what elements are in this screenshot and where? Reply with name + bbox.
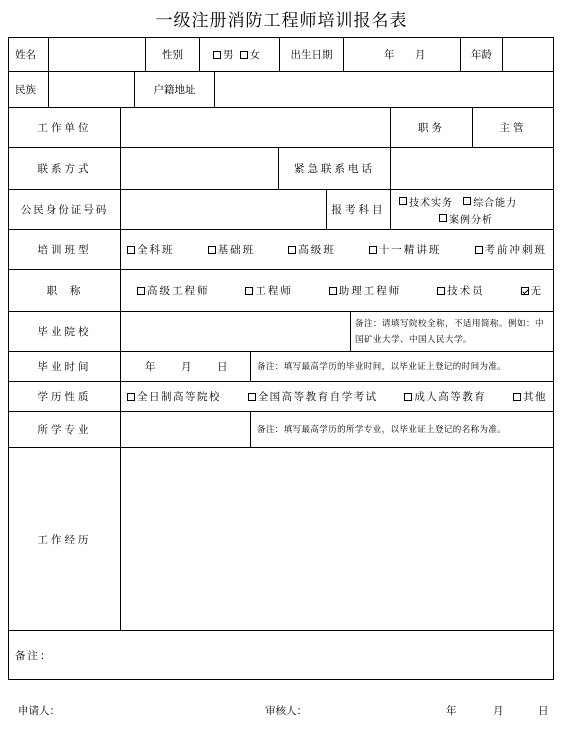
subject-option-case[interactable]: 案例分析 (439, 211, 493, 226)
id-number-label: 公民身份证号码 (9, 190, 121, 229)
exam-subject-label: 报考科目 (327, 190, 391, 229)
class-type-options (121, 230, 553, 269)
work-unit-field[interactable] (121, 108, 391, 147)
gender-options (200, 38, 280, 71)
school-field[interactable] (121, 312, 351, 351)
row-id-exam (9, 190, 553, 230)
subject-option-comprehensive[interactable]: 综合能力 (463, 194, 517, 209)
applicant-label: 申请人： (18, 705, 60, 717)
professional-title-label: 职 称 (9, 270, 121, 311)
checkbox-icon[interactable] (213, 51, 221, 59)
education-type-label: 学历性质 (9, 382, 121, 411)
class-option[interactable]: 十一精讲班 (369, 242, 442, 257)
class-option[interactable]: 高级班 (288, 242, 336, 257)
row-work-experience (9, 448, 553, 631)
checkbox-icon[interactable] (513, 393, 521, 401)
birth-date-field[interactable] (344, 38, 461, 71)
major-field[interactable] (121, 412, 251, 447)
checkbox-icon[interactable] (404, 393, 412, 401)
footer-day: 日 (538, 705, 549, 717)
checkbox-icon[interactable] (463, 197, 471, 205)
title-option[interactable]: 高级工程师 (137, 283, 210, 298)
row-contact (9, 148, 553, 190)
row-ethnicity (9, 72, 553, 108)
gender-male-option[interactable]: 男 (213, 47, 234, 62)
reviewer-label: 审核人： (265, 705, 307, 717)
professional-title-options (121, 270, 553, 311)
subject-option-practice[interactable]: 技术实务 (399, 194, 453, 209)
education-option[interactable]: 其他 (513, 389, 547, 404)
school-label: 毕业院校 (9, 312, 121, 351)
year-unit: 年 (384, 49, 395, 61)
checkbox-icon[interactable] (439, 214, 447, 222)
row-class-type (9, 230, 553, 270)
checkbox-icon[interactable] (369, 246, 377, 254)
gender-female-option[interactable]: 女 (240, 47, 261, 62)
row-work-unit (9, 108, 553, 148)
name-label: 姓名 (9, 38, 49, 71)
footer-month: 月 (493, 705, 504, 717)
work-experience-label: 工作经历 (9, 448, 121, 630)
graduation-time-note: 备注：填写最高学历的毕业时间，以毕业证上登记的时间为准。 (257, 361, 507, 372)
checkbox-icon[interactable] (329, 287, 337, 295)
row-major (9, 412, 553, 448)
registration-form (8, 37, 554, 680)
graduation-time-label: 毕业时间 (9, 352, 121, 381)
exam-subject-options (391, 190, 553, 229)
row-remarks (9, 631, 553, 679)
title-option[interactable]: 技术员 (437, 283, 485, 298)
emergency-phone-label: 紧急联系电话 (279, 148, 391, 189)
checkbox-icon[interactable] (127, 393, 135, 401)
education-type-options (121, 382, 553, 411)
form-title: 一级注册消防工程师培训报名表 (155, 11, 408, 31)
title-option[interactable]: 助理工程师 (329, 283, 402, 298)
checkbox-icon[interactable] (399, 197, 407, 205)
row-education-type (9, 382, 553, 412)
checkbox-icon[interactable] (127, 246, 135, 254)
class-option[interactable]: 考前冲刺班 (475, 242, 548, 257)
row-title (9, 270, 553, 312)
id-number-field[interactable] (121, 190, 327, 229)
name-field[interactable] (49, 38, 146, 71)
title-option-none[interactable]: 无 (521, 283, 544, 298)
class-option[interactable]: 全科班 (127, 242, 175, 257)
checkbox-icon[interactable] (475, 246, 483, 254)
work-unit-label: 工作单位 (9, 108, 121, 147)
checkbox-icon[interactable] (437, 287, 445, 295)
title-option[interactable]: 工程师 (245, 283, 293, 298)
age-field[interactable] (503, 38, 553, 71)
birth-date-label: 出生日期 (280, 38, 344, 71)
hukou-label: 户籍地址 (135, 72, 215, 107)
graduation-time-field[interactable] (121, 352, 251, 381)
hukou-field[interactable] (215, 72, 553, 107)
age-label: 年龄 (461, 38, 503, 71)
remarks-label[interactable]: 备注： (15, 649, 53, 662)
education-option[interactable]: 全日制高等院校 (127, 389, 221, 404)
ethnicity-field[interactable] (49, 72, 135, 107)
checkbox-icon[interactable] (240, 51, 248, 59)
footer-year: 年 (446, 705, 457, 717)
row-graduation-time (9, 352, 553, 382)
school-note: 备注：请填写院校全称，不适用简称。例如：中国矿业大学、中国人民大学。 (355, 318, 545, 345)
emergency-phone-field[interactable] (391, 148, 553, 189)
checkbox-icon[interactable] (137, 287, 145, 295)
day-unit: 日 (217, 361, 228, 373)
position-value[interactable]: 主管 (499, 122, 527, 134)
major-note: 备注：填写最高学历的所学专业，以毕业证上登记的名称为准。 (257, 424, 507, 435)
checkbox-icon[interactable] (245, 287, 253, 295)
ethnicity-label: 民族 (9, 72, 49, 107)
contact-label: 联系方式 (9, 148, 121, 189)
checkbox-icon[interactable] (208, 246, 216, 254)
checkbox-icon[interactable] (288, 246, 296, 254)
month-unit: 月 (181, 361, 192, 373)
education-option[interactable]: 成人高等教育 (404, 389, 486, 404)
row-basic-info (9, 38, 553, 72)
gender-label: 性别 (146, 38, 200, 71)
class-option[interactable]: 基础班 (208, 242, 256, 257)
major-label: 所学专业 (9, 412, 121, 447)
education-option[interactable]: 全国高等教育自学考试 (248, 389, 378, 404)
checkbox-icon[interactable] (248, 393, 256, 401)
month-unit: 月 (415, 49, 426, 61)
class-type-label: 培训班型 (9, 230, 121, 269)
year-unit: 年 (145, 361, 156, 373)
work-experience-field[interactable] (121, 448, 553, 630)
row-school (9, 312, 553, 352)
checked-checkbox-icon[interactable] (521, 287, 529, 295)
position-label: 职务 (391, 108, 473, 147)
contact-field[interactable] (121, 148, 279, 189)
